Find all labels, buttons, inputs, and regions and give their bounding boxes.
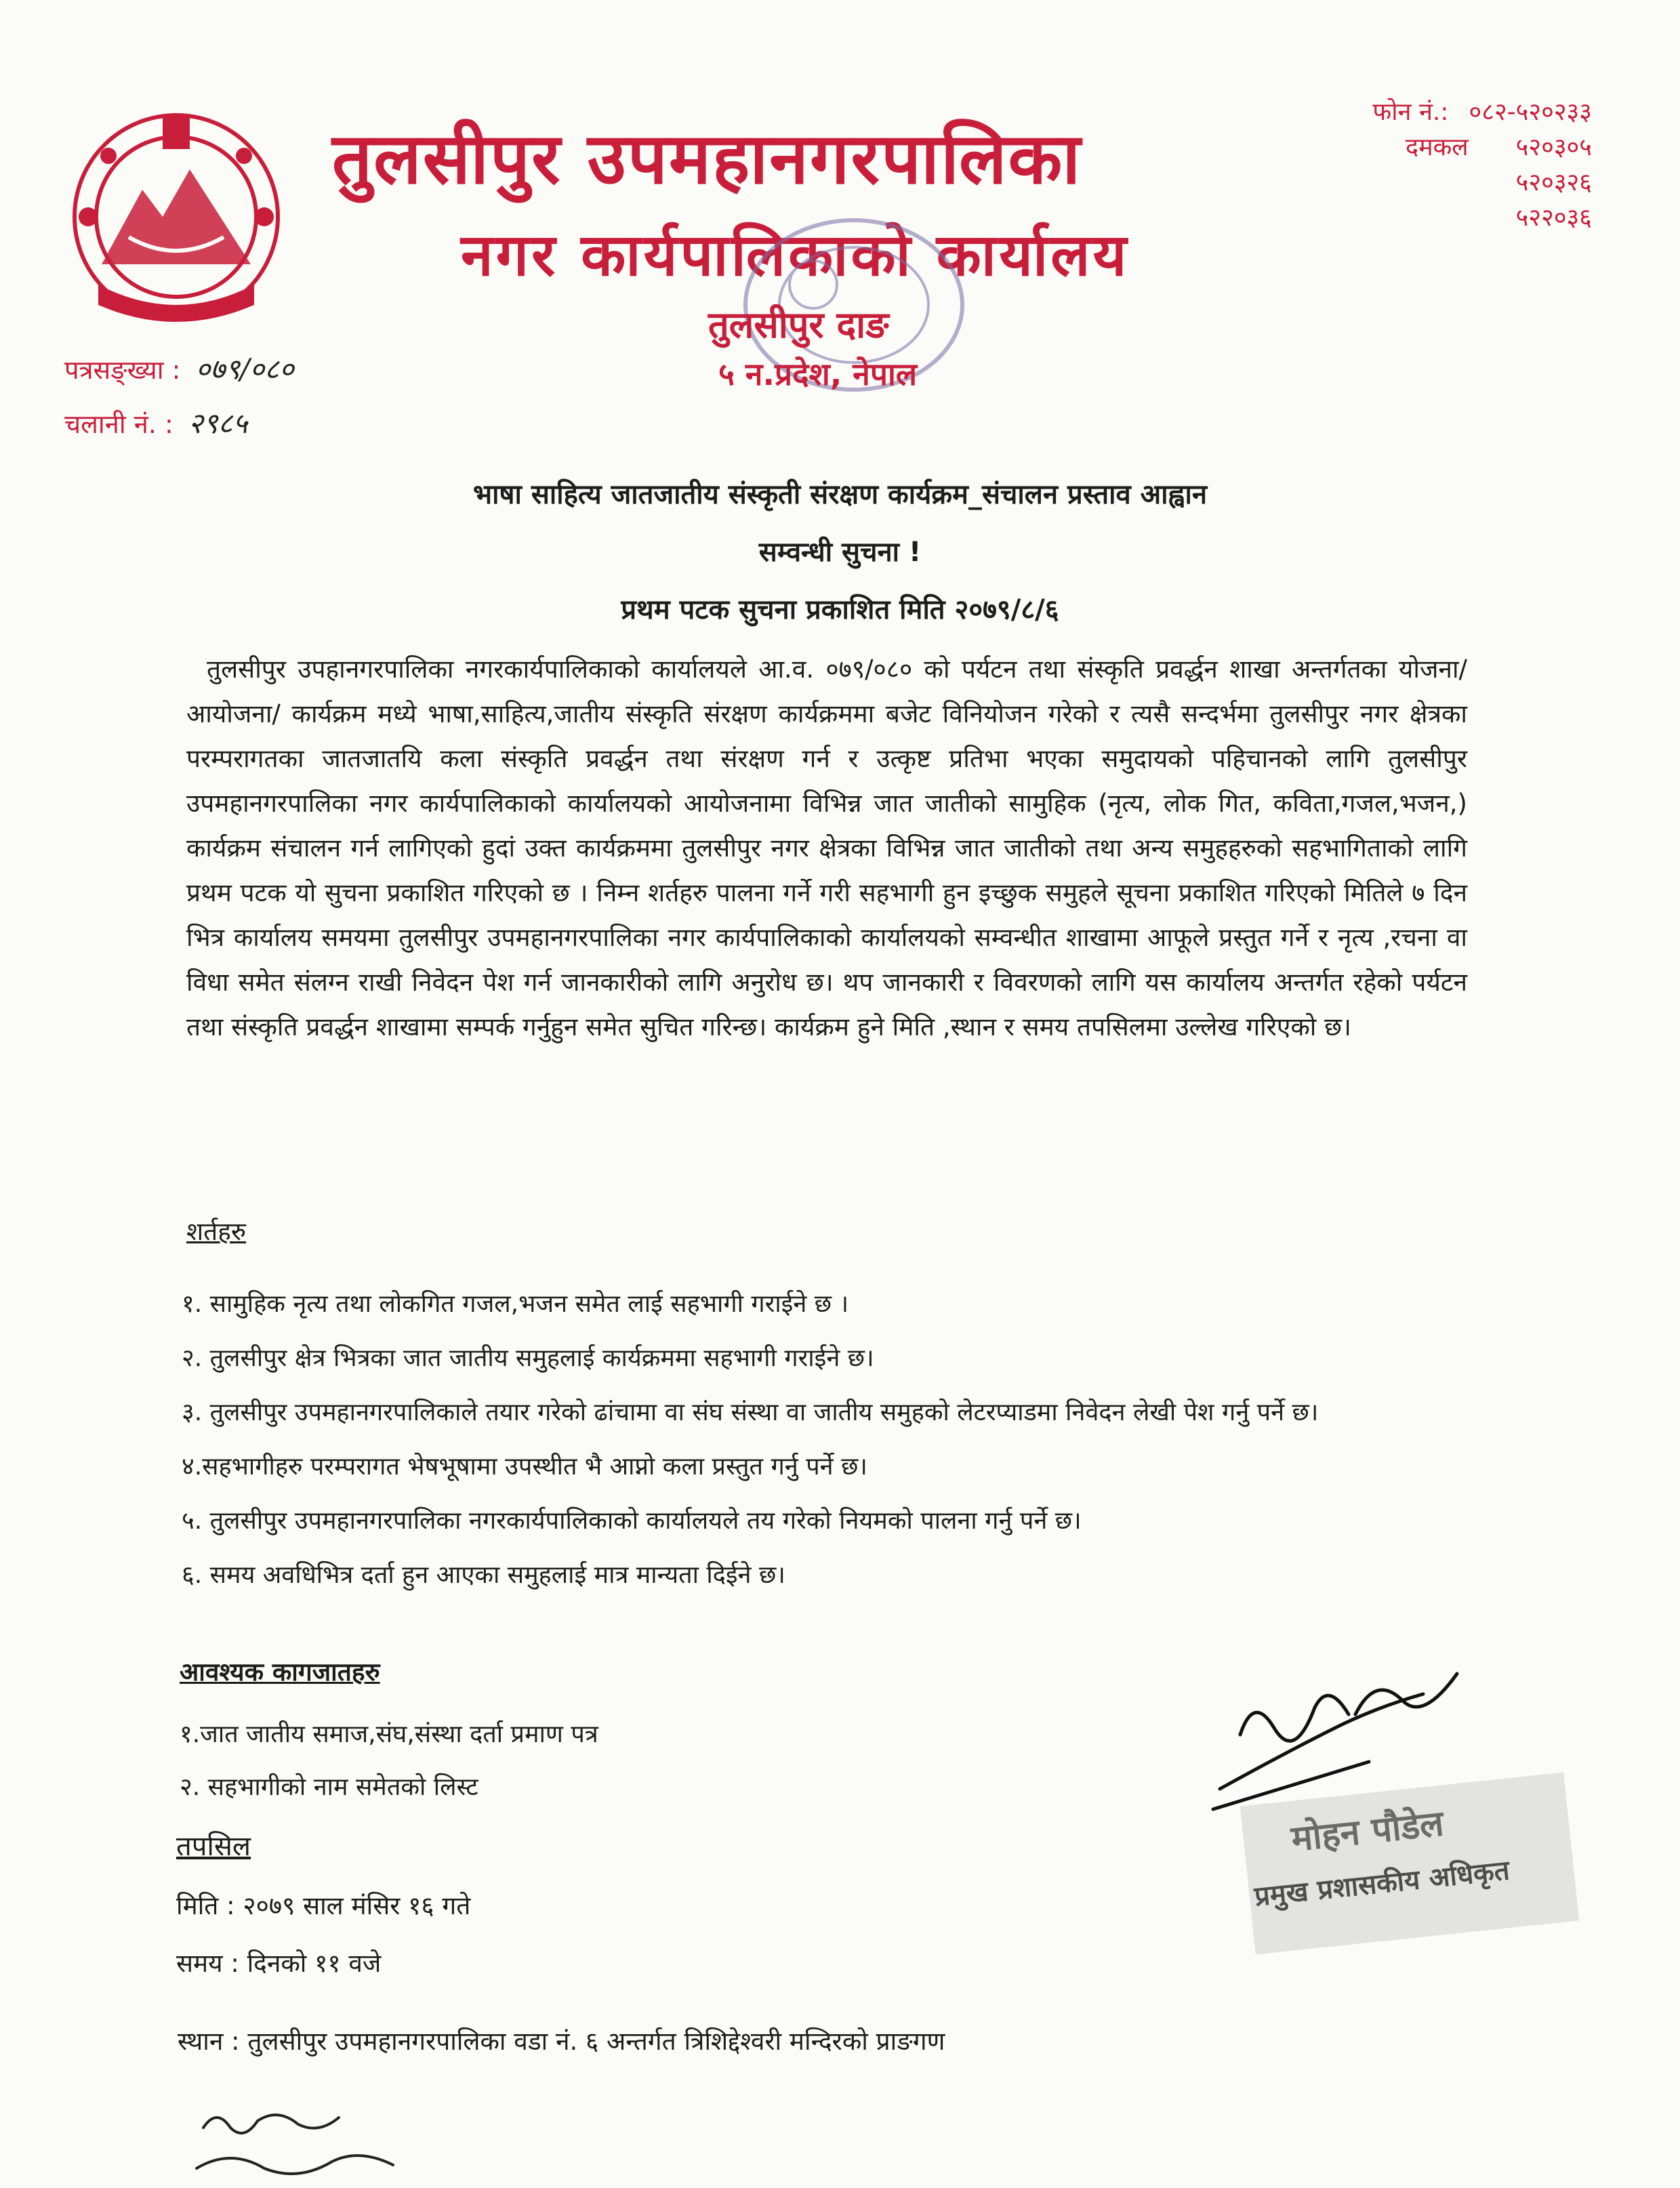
schedule-date: मिति : २०७९ साल मंसिर १६ गते xyxy=(176,1891,471,1920)
letter-number-label: पत्रसङ्ख्या : xyxy=(64,355,181,385)
officer-name: मोहन पौडेल xyxy=(1289,1803,1446,1860)
schedule-time: समय : दिनको ११ वजे xyxy=(176,1949,382,1978)
condition-item: २. तुलसीपुर क्षेत्र भित्रका जात जातीय समुहलाई कार्यक्रममा सहभागी गराईने छ। xyxy=(182,1344,874,1372)
publication-date-line: प्रथम पटक सुचना प्रकाशित मिति २०७९/८/६ xyxy=(621,594,1059,625)
condition-item: ६. समय अवधिभित्र दर्ता हुन आएका समुहलाई मात्र मान्यता दिईने छ। xyxy=(182,1561,785,1589)
letter-number-value: ०७९/०८० xyxy=(195,352,294,386)
dispatch-number xyxy=(64,403,247,442)
fire-label: दमकल xyxy=(1405,133,1469,161)
condition-item: ४.सहभागीहरु परम्परागत भेषभूषामा उपस्थीत भै आप्नो कला प्रस्तुत गर्नु पर्ने छ। xyxy=(182,1453,867,1481)
documents-list xyxy=(180,1714,598,1820)
phone-value: ०८२-५२०२३३ xyxy=(1469,98,1592,126)
notice-body: तुलसीपुर उपहानगरपालिका नगरकार्यपालिकाको कार्यालयले आ.व. ०७९/०८० को पर्यटन तथा संस्कृति प्रवर्द्धन शाखा अन्तर्गतका योजना/ आयोजना/ कार्यक्रम मध्ये भाषा,साहित्य,जातीय संस्कृति संरक्षण कार्यक्रममा बजेट विनियोजन गरेको र त्यसै सन्दर्भमा तुलसीपुर नगर क्षेत्रका परम्परागतका जातजातयि कला संस्कृति प्रवर्द्धन तथा संरक्षण गर्न र उत्कृष्ट प्रतिभा भएका समुदायको पहिचानको लागि तुलसीपुर उपमहानगरपालिका नगर कार्यपालिकाको कार्यालयको आयोजनामा विभिन्न जात जातीको सामुहिक (नृत्य, लोक गित, कविता,गजल,भजन,) कार्यक्रम संचालन गर्न लागिएको हुदां उक्त कार्यक्रममा तुलसीपुर नगर क्षेत्रका विभिन्न जात जातीको तथा अन्य समुहहरुको सहभागिताको लागि प्रथम पटक यो सुचना प्रकाशित गरिएको छ । निम्न शर्तहरु पालना गर्ने गरी सहभागी हुन इच्छुक समुहले सूचना प्रकाशित गरिएको मितिले ७ दिन भित्र कार्यालय समयमा तुलसीपुर उपमहानगरपालिका नगर कार्यपालिकाको कार्यालयको सम्वन्धीत शाखामा आफूले प्रस्तुत गर्ने र नृत्य ,रचना वा विधा समेत संलग्न राखी निवेदन पेश गर्न जानकारीको लागि अनुरोध छ। थप जानकारी र विवरणको लागि यस कार्यालय अन्तर्गत रहेको पर्यटन तथा संस्कृति प्रवर्द्धन शाखामा सम्पर्क गर्नुहुन समेत सुचित गरिन्छ। कार्यक्रम हुने मिति ,स्थान र समय तपसिलमा उल्लेख गरिएको छ। xyxy=(186,655,1467,1041)
documents-title: आवश्यक कागजातहरु xyxy=(180,1657,380,1687)
schedule-title: तपसिल xyxy=(176,1831,251,1862)
condition-item: १. सामुहिक नृत्य तथा लोकगित गजल,भजन समेत लाई सहभागी गराईने छ । xyxy=(182,1290,849,1318)
office-title: नगर कार्यपालिकाको कार्यालय xyxy=(461,222,1130,289)
org-title: तुलसीपुर उपमहानगरपालिका xyxy=(332,117,1082,200)
letter-number xyxy=(64,349,294,388)
dispatch-number-label: चलानी नं. : xyxy=(64,409,173,439)
notice-title: भाषा साहित्य जातजातीय संस्कृती संरक्षण कार्यक्रम_संचालन प्रस्ताव आह्वान xyxy=(472,479,1208,510)
fire-value: ५२०३०५ xyxy=(1515,133,1592,161)
condition-item: ५. तुलसीपुर उपमहानगरपालिका नगरकार्यपालिकाको कार्यालयले तय गरेको नियमको पालना गर्नु पर्ने छ। xyxy=(182,1507,1082,1535)
contact-block xyxy=(1372,95,1592,236)
location-line-2: ५ न.प्रदेश, नेपाल xyxy=(718,356,918,392)
officer-title: प्रमुख प्रशासकीय अधिकृत xyxy=(1252,1855,1511,1913)
conditions-title: शर्तहरु xyxy=(186,1217,247,1246)
schedule-place: स्थान : तुलसीपुर उपमहानगरपालिका वडा नं. ६ अन्तर्गत त्रिशिद्देश्वरी मन्दिरको प्राङगण xyxy=(178,2027,945,2056)
document-item: १.जात जातीय समाज,संघ,संस्था दर्ता प्रमाण पत्र xyxy=(180,1720,598,1748)
conditions-list xyxy=(182,1284,1530,1609)
condition-item: ३. तुलसीपुर उपमहानगरपालिकाले तयार गरेको ढांचामा वा संघ संस्था वा जातीय समुहको लेटरप्याडमा निवेदन लेखी पेश गर्नु पर्ने छ। xyxy=(182,1399,1319,1426)
location-line-1: तुलसीपुर दाङ xyxy=(708,304,889,346)
document-item: २. सहभागीको नाम समेतको लिस्ट xyxy=(180,1773,478,1801)
handwritten-note-icon xyxy=(190,2101,420,2188)
contact-extra-2: ५२२०३६ xyxy=(1515,204,1592,232)
notice-subtitle: सम्वन्धी सुचना ! xyxy=(758,537,922,568)
dispatch-number-value: २९८५ xyxy=(188,407,248,440)
phone-label: फोन नं.: xyxy=(1372,98,1449,126)
contact-extra-1: ५२०३२६ xyxy=(1515,169,1592,197)
